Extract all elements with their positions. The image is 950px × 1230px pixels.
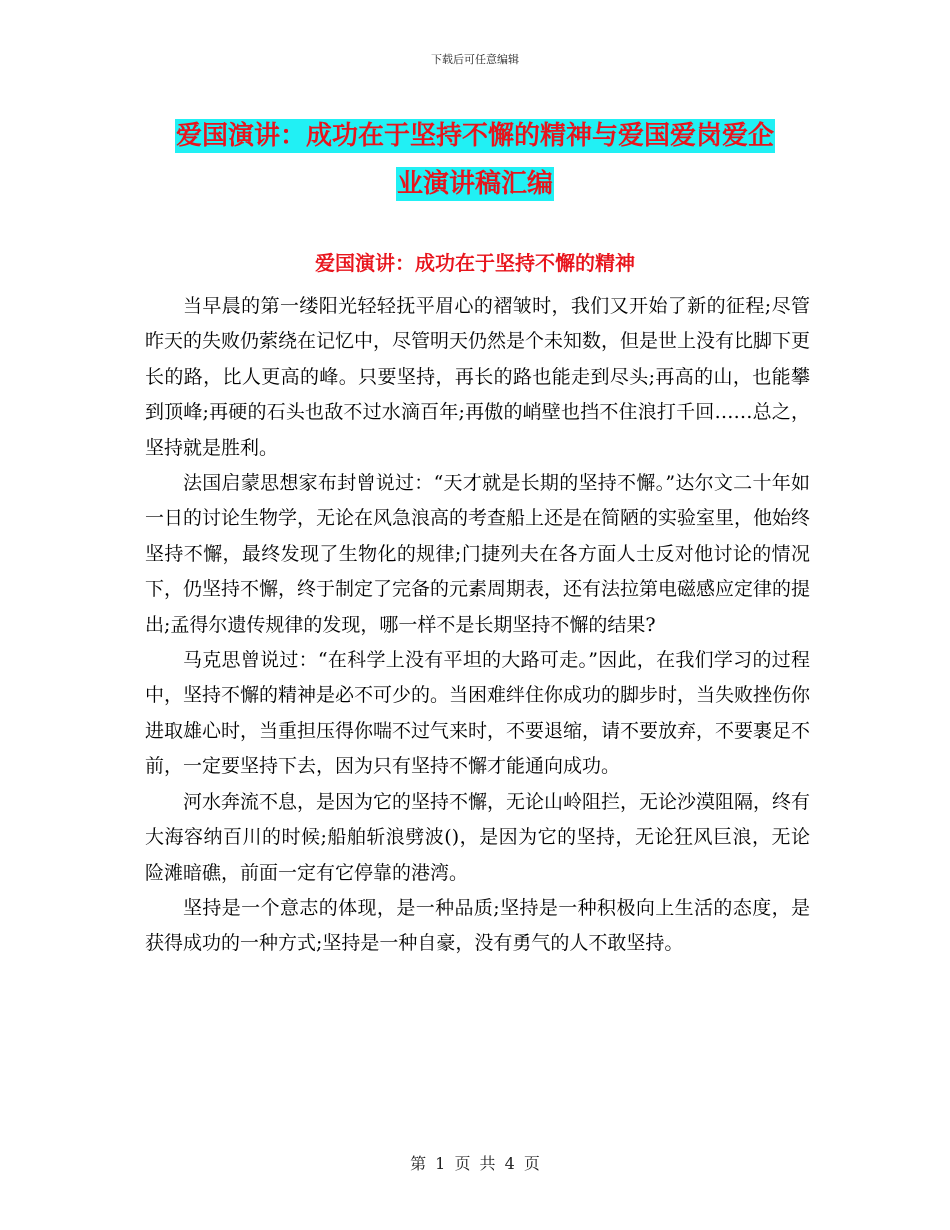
page-footer: 第 1 页 共 4 页	[410, 1154, 540, 1173]
paragraph-5: 坚持是一个意志的体现，是一种品质;坚持是一种积极向上生活的态度，是获得成功的一种方式;坚持是一种自豪，没有勇气的人不敢坚持。	[145, 896, 810, 955]
document-title	[140, 112, 810, 208]
document-title-line-2: 业演讲稿汇编	[396, 169, 553, 199]
page-header: 下载后可任意编辑	[431, 53, 519, 66]
paragraph-1: 当早晨的第一缕阳光轻轻抚平眉心的褶皱时，我们又开始了新的征程;尽管昨天的失败仍萦绕在记忆中，尽管明天仍然是个未知数，但是世上没有比脚下更长的路，比人更高的峰。只要坚持，再长的路也能走到尽头;再高的山，也能攀到顶峰;再硬的石头也敌不过水滴百年;再傲的峭壁也挡不住浪打千回……总之，坚持就是胜利。	[145, 295, 811, 459]
document-title-line-1: 爱国演讲：成功在于坚持不懈的精神与爱国爱岗爱企	[175, 121, 774, 151]
paragraph-4: 河水奔流不息，是因为它的坚持不懈，无论山岭阻拦，无论沙漠阻隔，终有大海容纳百川的时候;船舶斩浪劈波()，是因为它的坚持，无论狂风巨浪，无论险滩暗礁，前面一定有它停靠的港湾。	[145, 790, 811, 884]
paragraph-3: 马克思曾说过：“在科学上没有平坦的大路可走。”因此，在我们学习的过程中，坚持不懈的精神是必不可少的。当困难绊住你成功的脚步时，当失败挫伤你进取雄心时，当重担压得你喘不过气来时，不要退缩，请不要放弃，不要裹足不前，一定要坚持下去，因为只有坚持不懈才能通向成功。	[145, 649, 811, 778]
document-body	[145, 289, 810, 962]
section-title: 爱国演讲：成功在于坚持不懈的精神	[315, 251, 635, 275]
paragraph-2: 法国启蒙思想家布封曾说过：“天才就是长期的坚持不懈。”达尔文二十年如一日的讨论生物学，无论在风急浪高的考查船上还是在简陋的实验室里，他始终坚持不懈，最终发现了生物化的规律;门捷列夫在各方面人士反对他讨论的情况下，仍坚持不懈，终于制定了完备的元素周期表，还有法拉第电磁感应定律的提出;孟得尔遗传规律的发现，哪一样不是长期坚持不懈的结果?	[145, 472, 811, 636]
